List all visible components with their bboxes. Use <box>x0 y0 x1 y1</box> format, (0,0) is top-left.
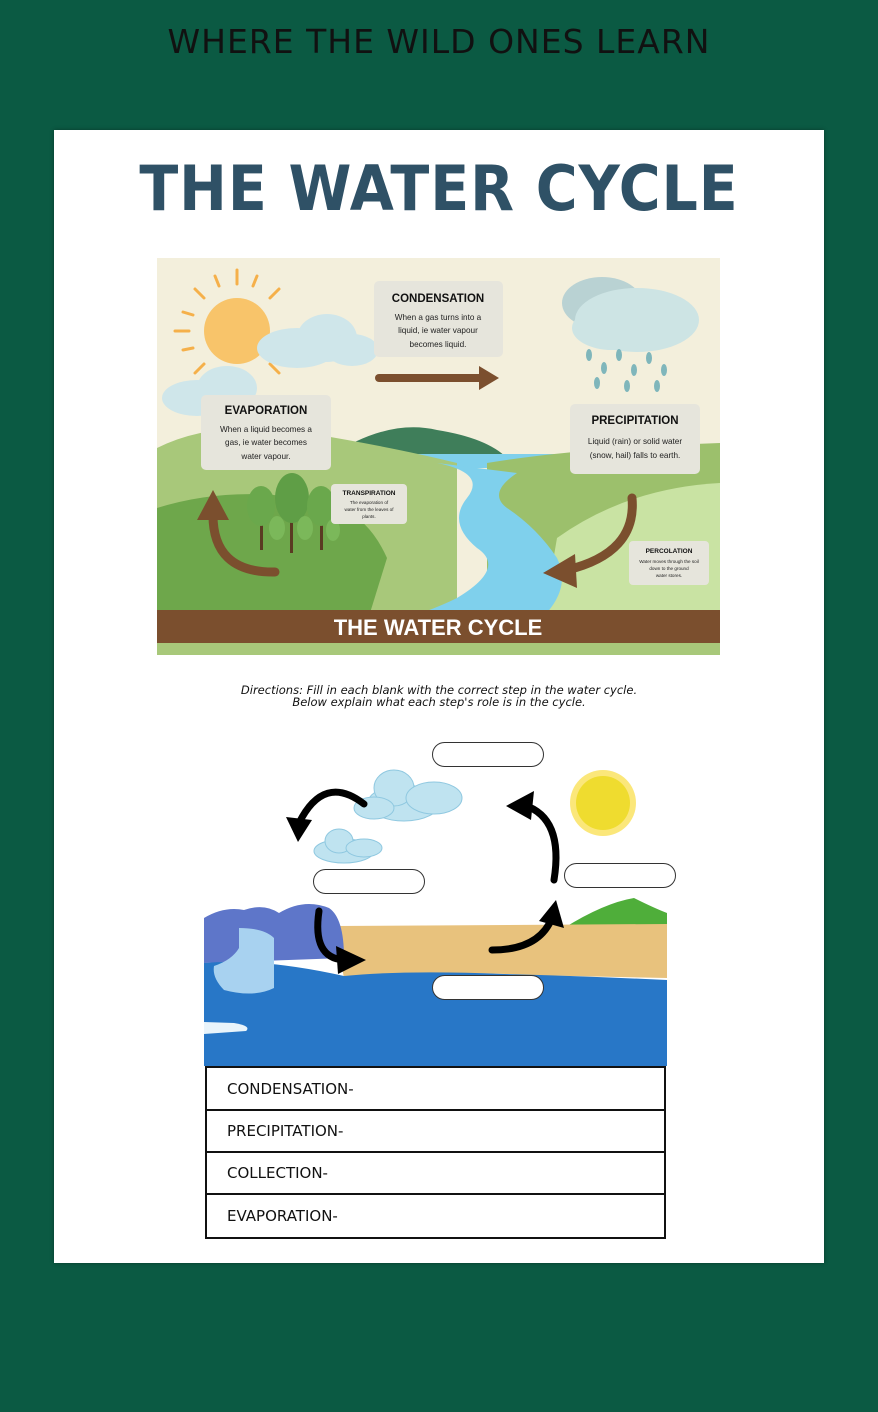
blank-top[interactable] <box>432 742 544 767</box>
answer-label: EVAPORATION- <box>227 1207 338 1225</box>
arrow-cloud-to-left-icon <box>286 792 364 842</box>
small-cloud-icon <box>314 829 382 863</box>
transpiration-title: TRANSPIRATION <box>342 490 396 497</box>
evaporation-text-3: water vapour. <box>241 452 291 461</box>
transpiration-text-3: plants. <box>362 514 376 519</box>
evaporation-title: EVAPORATION <box>224 405 308 417</box>
answer-row-evaporation[interactable] <box>205 1194 666 1239</box>
blank-bottom[interactable] <box>432 975 544 1000</box>
percolation-text-3: water stores. <box>655 573 683 578</box>
answer-table <box>205 1066 666 1239</box>
condensation-title: CONDENSATION <box>391 293 485 305</box>
percolation-text-2: down to the ground <box>649 566 689 571</box>
sun-icon <box>570 770 636 836</box>
percolation-text-1: Water moves through the soil <box>639 559 699 564</box>
evaporation-text-2: gas, ie water becomes <box>225 438 307 447</box>
water-cycle-poster <box>157 258 720 655</box>
condensation-text-2: liquid, ie water vapour <box>398 326 478 335</box>
precipitation-text-1: Liquid (rain) or solid water <box>587 437 683 446</box>
answer-label: COLLECTION- <box>227 1164 328 1182</box>
precipitation-text-2: (snow, hail) falls to earth. <box>589 451 681 460</box>
answer-label: CONDENSATION- <box>227 1079 354 1098</box>
directions-line-2: Below explain what each step's role is in the cycle. <box>292 695 586 709</box>
diagram-art <box>204 738 667 1066</box>
poster-banner-text: THE WATER CYCLE <box>333 615 543 640</box>
answer-row-condensation[interactable] <box>205 1066 666 1110</box>
transpiration-text-1: The evaporation of <box>349 500 389 505</box>
page-title: THE WATER CYCLE <box>139 152 739 225</box>
answer-label: PRECIPITATION- <box>227 1122 344 1140</box>
brand-title: WHERE THE WILD ONES LEARN <box>167 22 711 61</box>
precipitation-title: PRECIPITATION <box>591 415 679 427</box>
directions-line-1: Directions: Fill in each blank with the correct step in the water cycle. <box>240 683 638 697</box>
percolation-title: PERCOLATION <box>645 548 693 555</box>
condensation-text-1: When a gas turns into a <box>394 313 482 322</box>
worksheet-page <box>54 130 824 1263</box>
answer-row-collection[interactable] <box>205 1152 666 1194</box>
blank-right[interactable] <box>564 863 676 888</box>
condensation-text-3: becomes liquid. <box>409 340 467 349</box>
evaporation-text-1: When a liquid becomes a <box>220 425 312 434</box>
directions-text <box>194 684 684 708</box>
answer-row-precipitation[interactable] <box>205 1110 666 1152</box>
worksheet-diagram <box>204 738 667 1066</box>
transpiration-text-2: water from the leaves of <box>344 507 394 512</box>
cloud-icon <box>354 770 462 821</box>
blank-left[interactable] <box>313 869 425 894</box>
arrow-up-left-icon <box>506 791 556 880</box>
